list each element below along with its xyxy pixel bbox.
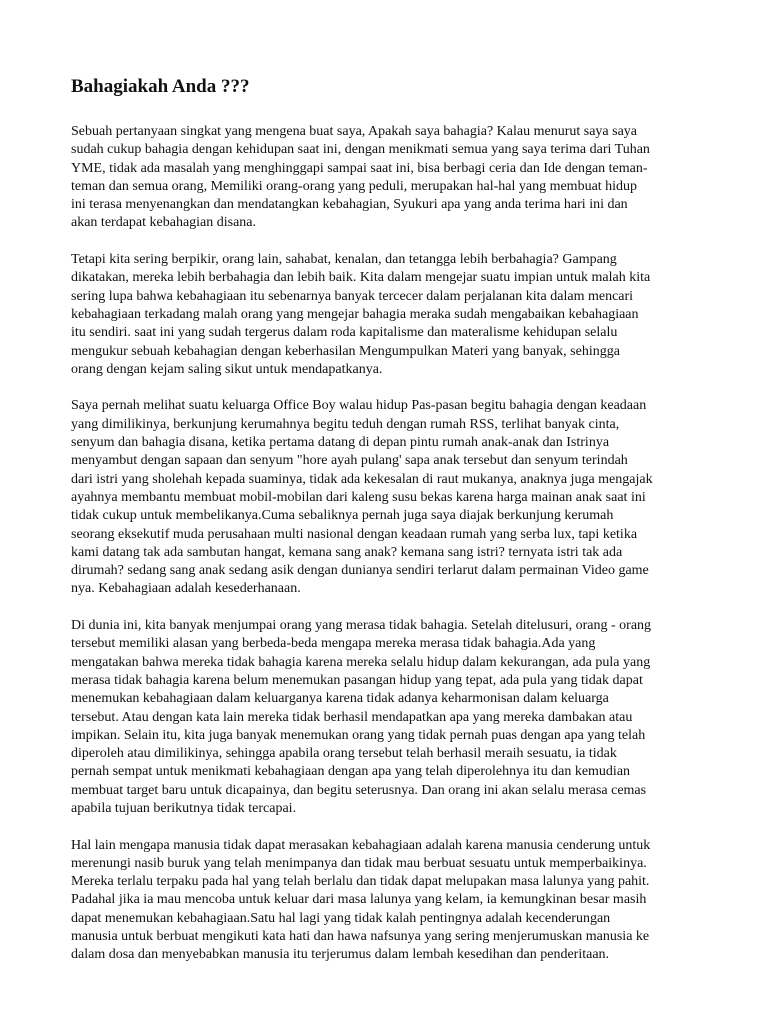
paragraph-line: manusia untuk berbuat mengikuti kata hati dan hawa nafsunya yang sering menjerumuskan manusia ke [71,929,650,945]
paragraph-line: nya. Kebahagiaan adalah kesederhanaan. [71,581,301,597]
paragraph-line: orang dengan kejam saling sikut untuk mendapatkanya. [71,361,383,377]
paragraph-line: Mereka terlalu terpaku pada hal yang telah berlalu dan tidak dapat melupakan masa lalunya yang pahit. [71,874,650,890]
paragraph-line: Di dunia ini, kita banyak menjumpai orang yang merasa tidak bahagia. Setelah ditelusuri, orang - orang [71,618,652,634]
paragraph-line: Padahal jika ia mau mencoba untuk keluar dari masa lalunya yang kelam, ia kemungkinan besar masih [71,892,647,908]
paragraph-line: membuat target baru untuk dicapainya, dan begitu seterusnya. Dan orang ini akan selalu merasa cemas [71,782,647,798]
paragraph-line: tidak cukup untuk membelikanya.Cuma sebaliknya pernah juga saya diajak berkunjung kerumah [71,508,614,524]
paragraph-line: tersebut memiliki alasan yang berbeda-beda mengapa mereka merasa tidak bahagia.Ada yang [71,636,596,652]
paragraph-line: itu sendiri. saat ini yang sudah tergerus dalam roda kapitalisme dan materalisme kehidupan selalu [71,325,618,341]
paragraph-line: dapat menemukan kebahagiaan.Satu hal lagi yang tidak kalah pentingnya adalah kecenderungan [71,910,611,926]
paragraph-line: menemukan kebahagiaan dalam keluarganya karena tidak adanya keharmonisan dalam keluarga [71,691,609,707]
paragraph-line: menyambut dengan sapaan dan senyum "hore ayah pulang' sapa anak tersebut dan senyum terindah [71,453,628,469]
paragraph-line: mengukur sebuah kebahagian dengan keberhasilan Mengumpulkan Materi yang banyak, sehingga [71,343,620,359]
paragraph-line: yang dimilikinya, berkunjung kerumahnya begitu teduh dengan rumah RSS, terlihat banyak cinta, [71,416,620,432]
paragraph-line: pernah sempat untuk menikmati kebahagiaan dengan apa yang telah diperolehnya itu dan kemudian [71,764,631,780]
document-page [71,76,701,983]
paragraph-line: dalam dosa dan menyebabkan manusia itu terjerumus dalam lembah kesedihan dan penderitaan. [71,947,610,963]
paragraph-line: merenungi nasib buruk yang telah menimpanya dan tidak mau berbuat sesuatu untuk memperbaikinya. [71,855,647,871]
paragraph-line: sering lupa bahwa kebahagiaan itu sebenarnya banyak tercecer dalam perjalanan kita dalam mencari [71,288,634,304]
paragraph-line: dirumah? sedang sang anak sedang asik dengan dunianya sendiri terlarut dalam permainan Video game [71,563,649,579]
paragraph-line: YME, tidak ada masalah yang menghinggapi sampai saat ini, bisa berbagi ceria dan Ide dengan teman- [71,160,648,176]
document-title: Bahagiakah Anda ??? [71,76,250,97]
paragraph-line: mengatakan bahwa mereka tidak bahagia karena mereka selalu hidup dalam kekurangan, ada pula yang [71,654,651,670]
paragraph-line: dikatakan, mereka lebih berbahagia dan lebih baik. Kita dalam mengejar suatu impian untuk malah kita [71,270,651,286]
paragraph-line: senyum dan bahagia disana, ketika pertama datang di depan pintu rumah anak-anak dan Istrinya [71,435,610,451]
paragraph-line: akan terdapat kebahagian disana. [71,215,257,231]
document-body [71,123,701,965]
paragraph-line: Tetapi kita sering berpikir, orang lain, sahabat, kenalan, dan tetangga lebih berbahagia? Gampang [71,252,617,268]
paragraph [71,837,701,965]
paragraph-line: Sebuah pertanyaan singkat yang mengena buat saya, Apakah saya bahagia? Kalau menurut saya saya [71,124,638,139]
paragraph-line: apabila tujuan berikutnya tidak tercapai. [71,800,297,816]
paragraph-line: seorang eksekutif muda perusahaan multi nasional dengan keadaan rumah yang serba lux, tapi ketika [71,526,638,542]
paragraph-line: Saya pernah melihat suatu keluarga Office Boy walau hidup Pas-pasan begitu bahagia dengan keadaan [71,398,647,414]
paragraph-line: sudah cukup bahagia dengan kehidupan saat ini, dengan menikmati semua yang saya terima dari Tuhan [71,142,650,158]
paragraph-line: impikan. Selain itu, kita juga banyak menemukan orang yang tidak pernah puas dengan apa yang telah [71,727,646,743]
paragraph-line: ini terasa menyenangkan dan mendatangkan kebahagian, Syukuri apa yang anda terima hari ini dan [71,197,628,213]
paragraph-line: ayahnya membantu membuat mobil-mobilan dari kaleng susu bekas karena harga mainan anak saat ini [71,489,646,505]
paragraph-line: merasa tidak bahagia karena belum menemukan pasangan hidup yang tepat, ada pula yang tidak dapat [71,672,643,688]
paragraph-line: kami datang tak ada sambutan hangat, kemana sang anak? kemana sang istri? ternyata istri tak ada [71,544,623,560]
paragraph-line: teman dan semua orang, Memiliki orang-orang yang peduli, merupakan hal-hal yang membuat hidup [71,178,638,194]
paragraph [71,397,701,598]
paragraph-line: dari istri yang sholehah kepada suaminya, tidak ada kekesalan di raut mukanya, anaknya juga mengajak [71,471,653,487]
paragraph [71,251,701,379]
paragraph-line: kebahagiaan terkadang malah orang yang mengejar bahagia meraka sudah mengabaikan kebahagiaan [71,306,639,322]
paragraph [71,123,701,233]
paragraph-line: tersebut. Atau dengan kata lain mereka tidak berhasil mendapatkan apa yang mereka dambakan atau [71,709,633,725]
paragraph-line: Hal lain mengapa manusia tidak dapat merasakan kebahagiaan adalah karena manusia cenderung untuk [71,837,651,853]
paragraph-line: diperoleh atau dimilikinya, sehingga apabila orang tersebut telah berhasil meraih sesuatu, ia tidak [71,746,617,762]
paragraph [71,617,701,818]
